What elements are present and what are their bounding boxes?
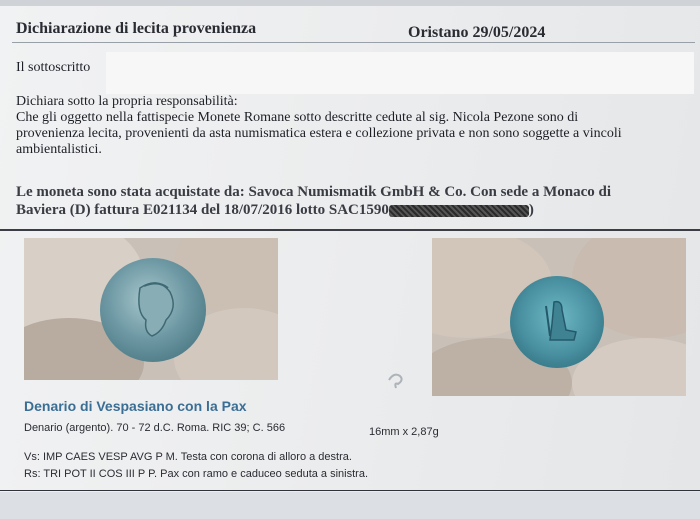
declaration-text — [16, 94, 692, 158]
place-and-date: Oristano 29/05/2024 — [408, 24, 546, 41]
document-title: Dichiarazione di lecita provenienza — [16, 20, 257, 37]
bottom-margin — [0, 492, 700, 519]
coin-reverse-photo — [432, 238, 686, 396]
purchase-line-2 — [16, 201, 692, 219]
section-divider — [0, 229, 700, 231]
redaction-scribble — [389, 205, 529, 217]
coin-obverse-photo — [24, 238, 278, 380]
signatory-label: Il sottoscritto — [16, 60, 91, 75]
top-fold-shadow — [0, 0, 700, 6]
seated-pax-icon — [510, 276, 604, 368]
header-underline — [12, 42, 695, 43]
declaration-line: ambientalistici. — [16, 142, 102, 157]
declaration-line: provenienza lecita, provenienti da asta numismatica estera e collezione privata e non sono soggette a vincoli — [16, 126, 622, 141]
purchase-details — [16, 183, 692, 219]
purchase-line: Le moneta sono stata acquistate da: Savoca Numismatik GmbH & Co. Con sede a Monaco di — [16, 184, 612, 200]
emperor-head-icon — [100, 258, 206, 362]
coin-name: Denario di Vespasiano con la Pax — [24, 398, 247, 414]
declaration-line: Dichiara sotto la propria responsabilità: — [16, 94, 238, 109]
declaration-line: Che gli oggetto nella fattispecie Monete Romane sotto descritte cedute al sig. Nicola Pezone sono di — [16, 110, 579, 125]
ink-mark-icon — [386, 370, 406, 390]
coin-obverse — [100, 258, 206, 362]
purchase-line: Baviera (D) fattura E021134 del 18/07/2016 lotto SAC1590 — [16, 202, 389, 218]
coin-reverse-description: Rs: TRI POT II COS III P P. Pax con ramo e caduceo seduta a sinistra. — [24, 468, 369, 480]
redacted-name-box — [106, 52, 694, 94]
coin-specs: Denario (argento). 70 - 72 d.C. Roma. RIC 39; C. 566 — [24, 422, 286, 434]
coin-obverse-description: Vs: IMP CAES VESP AVG P M. Testa con corona di alloro a destra. — [24, 451, 352, 463]
coin-reverse — [510, 276, 604, 368]
bottom-divider — [0, 490, 700, 491]
coin-dimensions: 16mm x 2,87g — [369, 426, 439, 438]
closing-paren: ) — [528, 202, 534, 218]
